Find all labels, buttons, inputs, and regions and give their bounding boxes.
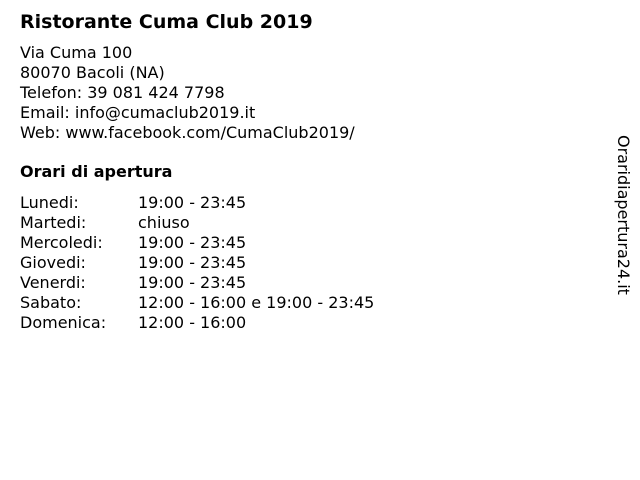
restaurant-name: Ristorante Cuma Club 2019 [20,11,313,33]
hours-row-tuesday [20,213,600,233]
address-street: Via Cuma 100 [20,43,133,62]
web-line: Web: www.facebook.com/CumaClub2019/ [20,123,355,142]
restaurant-card [20,10,600,333]
hours-day: Lunedi: [20,193,79,212]
hours-row-wednesday [20,233,600,253]
hours-day: Venerdi: [20,273,86,292]
contact-info [20,43,600,143]
hours-row-friday [20,273,600,293]
hours-day: Martedi: [20,213,87,232]
hours-time: 19:00 - 23:45 [138,273,247,292]
hours-day: Domenica: [20,313,107,332]
hours-time: 19:00 - 23:45 [138,193,247,212]
phone-line: Telefon: 39 081 424 7798 [20,83,225,102]
hours-time: 19:00 - 23:45 [138,253,247,272]
hours-row-sunday [20,313,600,333]
hours-day: Giovedi: [20,253,86,272]
source-watermark: Oraridiapertura24.it [614,135,633,295]
hours-row-monday [20,193,600,213]
address-city: 80070 Bacoli (NA) [20,63,165,82]
opening-hours-list [20,193,600,333]
hours-time: 12:00 - 16:00 e 19:00 - 23:45 [138,293,375,312]
hours-time: 19:00 - 23:45 [138,233,247,252]
hours-row-thursday [20,253,600,273]
hours-row-saturday [20,293,600,313]
hours-time: 12:00 - 16:00 [138,313,247,332]
email-line: Email: info@cumaclub2019.it [20,103,256,122]
hours-day: Mercoledi: [20,233,103,252]
opening-hours-title: Orari di apertura [20,162,173,181]
hours-day: Sabato: [20,293,82,312]
hours-time: chiuso [138,213,190,232]
